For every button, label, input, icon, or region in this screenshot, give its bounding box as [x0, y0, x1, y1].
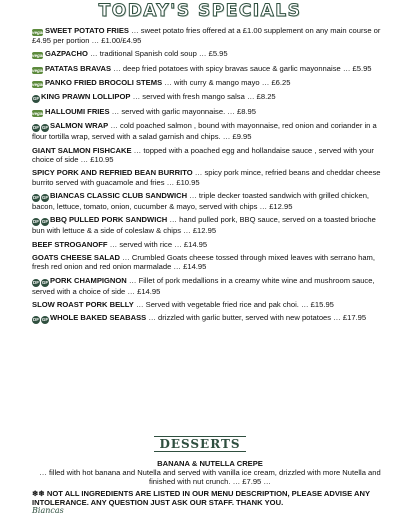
menu-item-description: … triple decker toasted sandwich with grilled chicken, bacon, lettuce, tomato, onion, cucumber & mayo, served with chips … £12.95 — [32, 190, 370, 211]
menu-item — [32, 92, 388, 103]
menu-item-description: … deep fried potatoes with spicy bravas sauce & garlic mayonnaise … £5.95 — [111, 63, 372, 73]
vegan-badge-icon: vegan — [32, 53, 46, 59]
dessert-item — [32, 459, 388, 487]
menu-item — [32, 191, 388, 211]
menu-item-description: … traditional Spanish cold soup … £5.95 — [87, 49, 228, 59]
vegan-badge-icon: vegan — [32, 111, 46, 117]
menu-item-description: … drizzled with garlic butter, served with new potatoes … £17.95 — [146, 313, 367, 323]
desserts-heading: DESSERTS — [0, 436, 400, 452]
biancas-logo: Biancas — [32, 506, 64, 515]
allergy-notice: ❄❄ NOT ALL INGREDIENTS ARE LISTED IN OUR MENU DESCRIPTION, PLEASE ADVISE ANY INTOLERANCE. ANY QUESTION JUST ASK OUR STAFF. THANK YOU. — [32, 489, 370, 507]
gf-badge-icon: GF — [41, 279, 49, 285]
menu-item-name: SWEET POTATO FRIES — [45, 26, 129, 35]
menu-item-name: SALMON WRAP — [50, 121, 109, 131]
menu-item — [32, 313, 388, 324]
gf-badge-icon: GF — [41, 317, 49, 323]
menu-item — [32, 240, 388, 249]
page-title: TODAY'S SPECIALS — [98, 1, 302, 21]
menu-item — [32, 64, 388, 74]
menu-item-name: GAZPACHO — [45, 49, 88, 59]
vegan-badge-icon: vegan — [32, 81, 46, 87]
menu-item — [32, 107, 388, 117]
menu-item-description: … topped with a poached egg and hollandaise sauce , served with your choice of side … £10.95 — [32, 145, 374, 164]
menu-item — [32, 300, 388, 309]
menu-item-name: GIANT SALMON FISHCAKE — [32, 145, 132, 155]
menu-item-name: PATATAS BRAVAS — [45, 63, 112, 73]
df-badge-icon: DF — [33, 219, 39, 225]
menu-item-name: BIANCAS CLASSIC CLUB SANDWICH — [50, 190, 188, 200]
menu-item — [32, 215, 388, 235]
menu-item-description: … served with rice … £14.95 — [107, 239, 208, 249]
menu-item-name: SLOW ROAST PORK BELLY — [32, 300, 134, 310]
menu-item-description: … served with garlic mayonnaise. … £8.95 — [109, 107, 257, 117]
specials-list — [32, 26, 388, 329]
menu-item-description: … Fillet of pork medallions in a creamy white wine and mushroom sauce, served with a choice of side … £14.95 — [32, 275, 375, 296]
menu-item-name: BEEF STROGANOFF — [32, 239, 108, 249]
dessert-description: … filled with hot banana and Nutella and served with vanilla ice cream, drizzled with more Nutella and finished with nut crunch. … £7.95 … — [39, 468, 381, 487]
menu-item-description: … spicy pork mince, refried beans and cheddar cheese burrito served with guacamole and fries … £10.95 — [32, 168, 381, 187]
menu-item-description: … Served with vegetable fried rice and pak choi. … £15.95 — [133, 300, 334, 310]
menu-item-name: PORK CHAMPIGNON — [50, 275, 127, 285]
menu-item — [32, 168, 388, 186]
dessert-name: BANANA & NUTELLA CREPE — [157, 459, 263, 468]
gf-badge-icon: GF — [41, 125, 49, 131]
menu-item-description: … served with fresh mango salsa … £8.25 — [130, 91, 276, 101]
gf-badge-icon: GF — [32, 95, 40, 101]
df-badge-icon: DF — [33, 125, 39, 131]
vegan-badge-icon: vegan — [32, 30, 46, 35]
df-badge-icon: DF — [33, 279, 39, 285]
menu-item-name: GOATS CHEESE SALAD — [32, 253, 121, 263]
menu-item-description: … Crumbled Goats cheese tossed through mixed leaves with serrano ham, fresh red onion and red onion marmalade … £14.95 — [32, 253, 375, 272]
menu-item-name: HALLOUMI FRIES — [45, 107, 110, 117]
vegan-badge-icon: vegan — [32, 67, 46, 73]
menu-item — [32, 276, 388, 296]
menu-item-description: … with curry & mango mayo … £6.25 — [162, 77, 291, 87]
menu-item-description: … cold poached salmon , bound with mayonnaise, red onion and coriander in a flour tortilla wrap, served with a salad garnish and chips. … £9.95 — [32, 121, 377, 142]
menu-item — [32, 49, 388, 59]
menu-item — [32, 121, 388, 141]
df-badge-icon: DF — [33, 317, 39, 323]
menu-item-description: … sweet potato fries offered at a £1.00 supplement on any main course or £4.95 per portion … £1.00/£4.95 — [32, 26, 381, 45]
menu-item — [32, 253, 388, 271]
menu-item-name: BBQ PULLED PORK SANDWICH — [50, 215, 168, 225]
menu-item — [32, 26, 388, 45]
gf-badge-icon: GF — [41, 194, 49, 200]
menu-item-description: … hand pulled pork, BBQ sauce, served on a toasted brioche bun with lettuce & a side of coleslaw & chips … £12.95 — [32, 215, 376, 236]
menu-item-name: PANKO FRIED BROCOLI STEMS — [45, 77, 163, 87]
menu-item — [32, 78, 388, 88]
menu-item-name: WHOLE BAKED SEABASS — [50, 313, 147, 323]
menu-item-name: SPICY PORK AND REFRIED BEAN BURRITO — [32, 168, 193, 178]
gf-badge-icon: GF — [41, 219, 49, 225]
menu-item-name: KING PRAWN LOLLIPOP — [41, 91, 131, 101]
menu-item — [32, 146, 388, 164]
df-badge-icon: DF — [33, 194, 39, 200]
